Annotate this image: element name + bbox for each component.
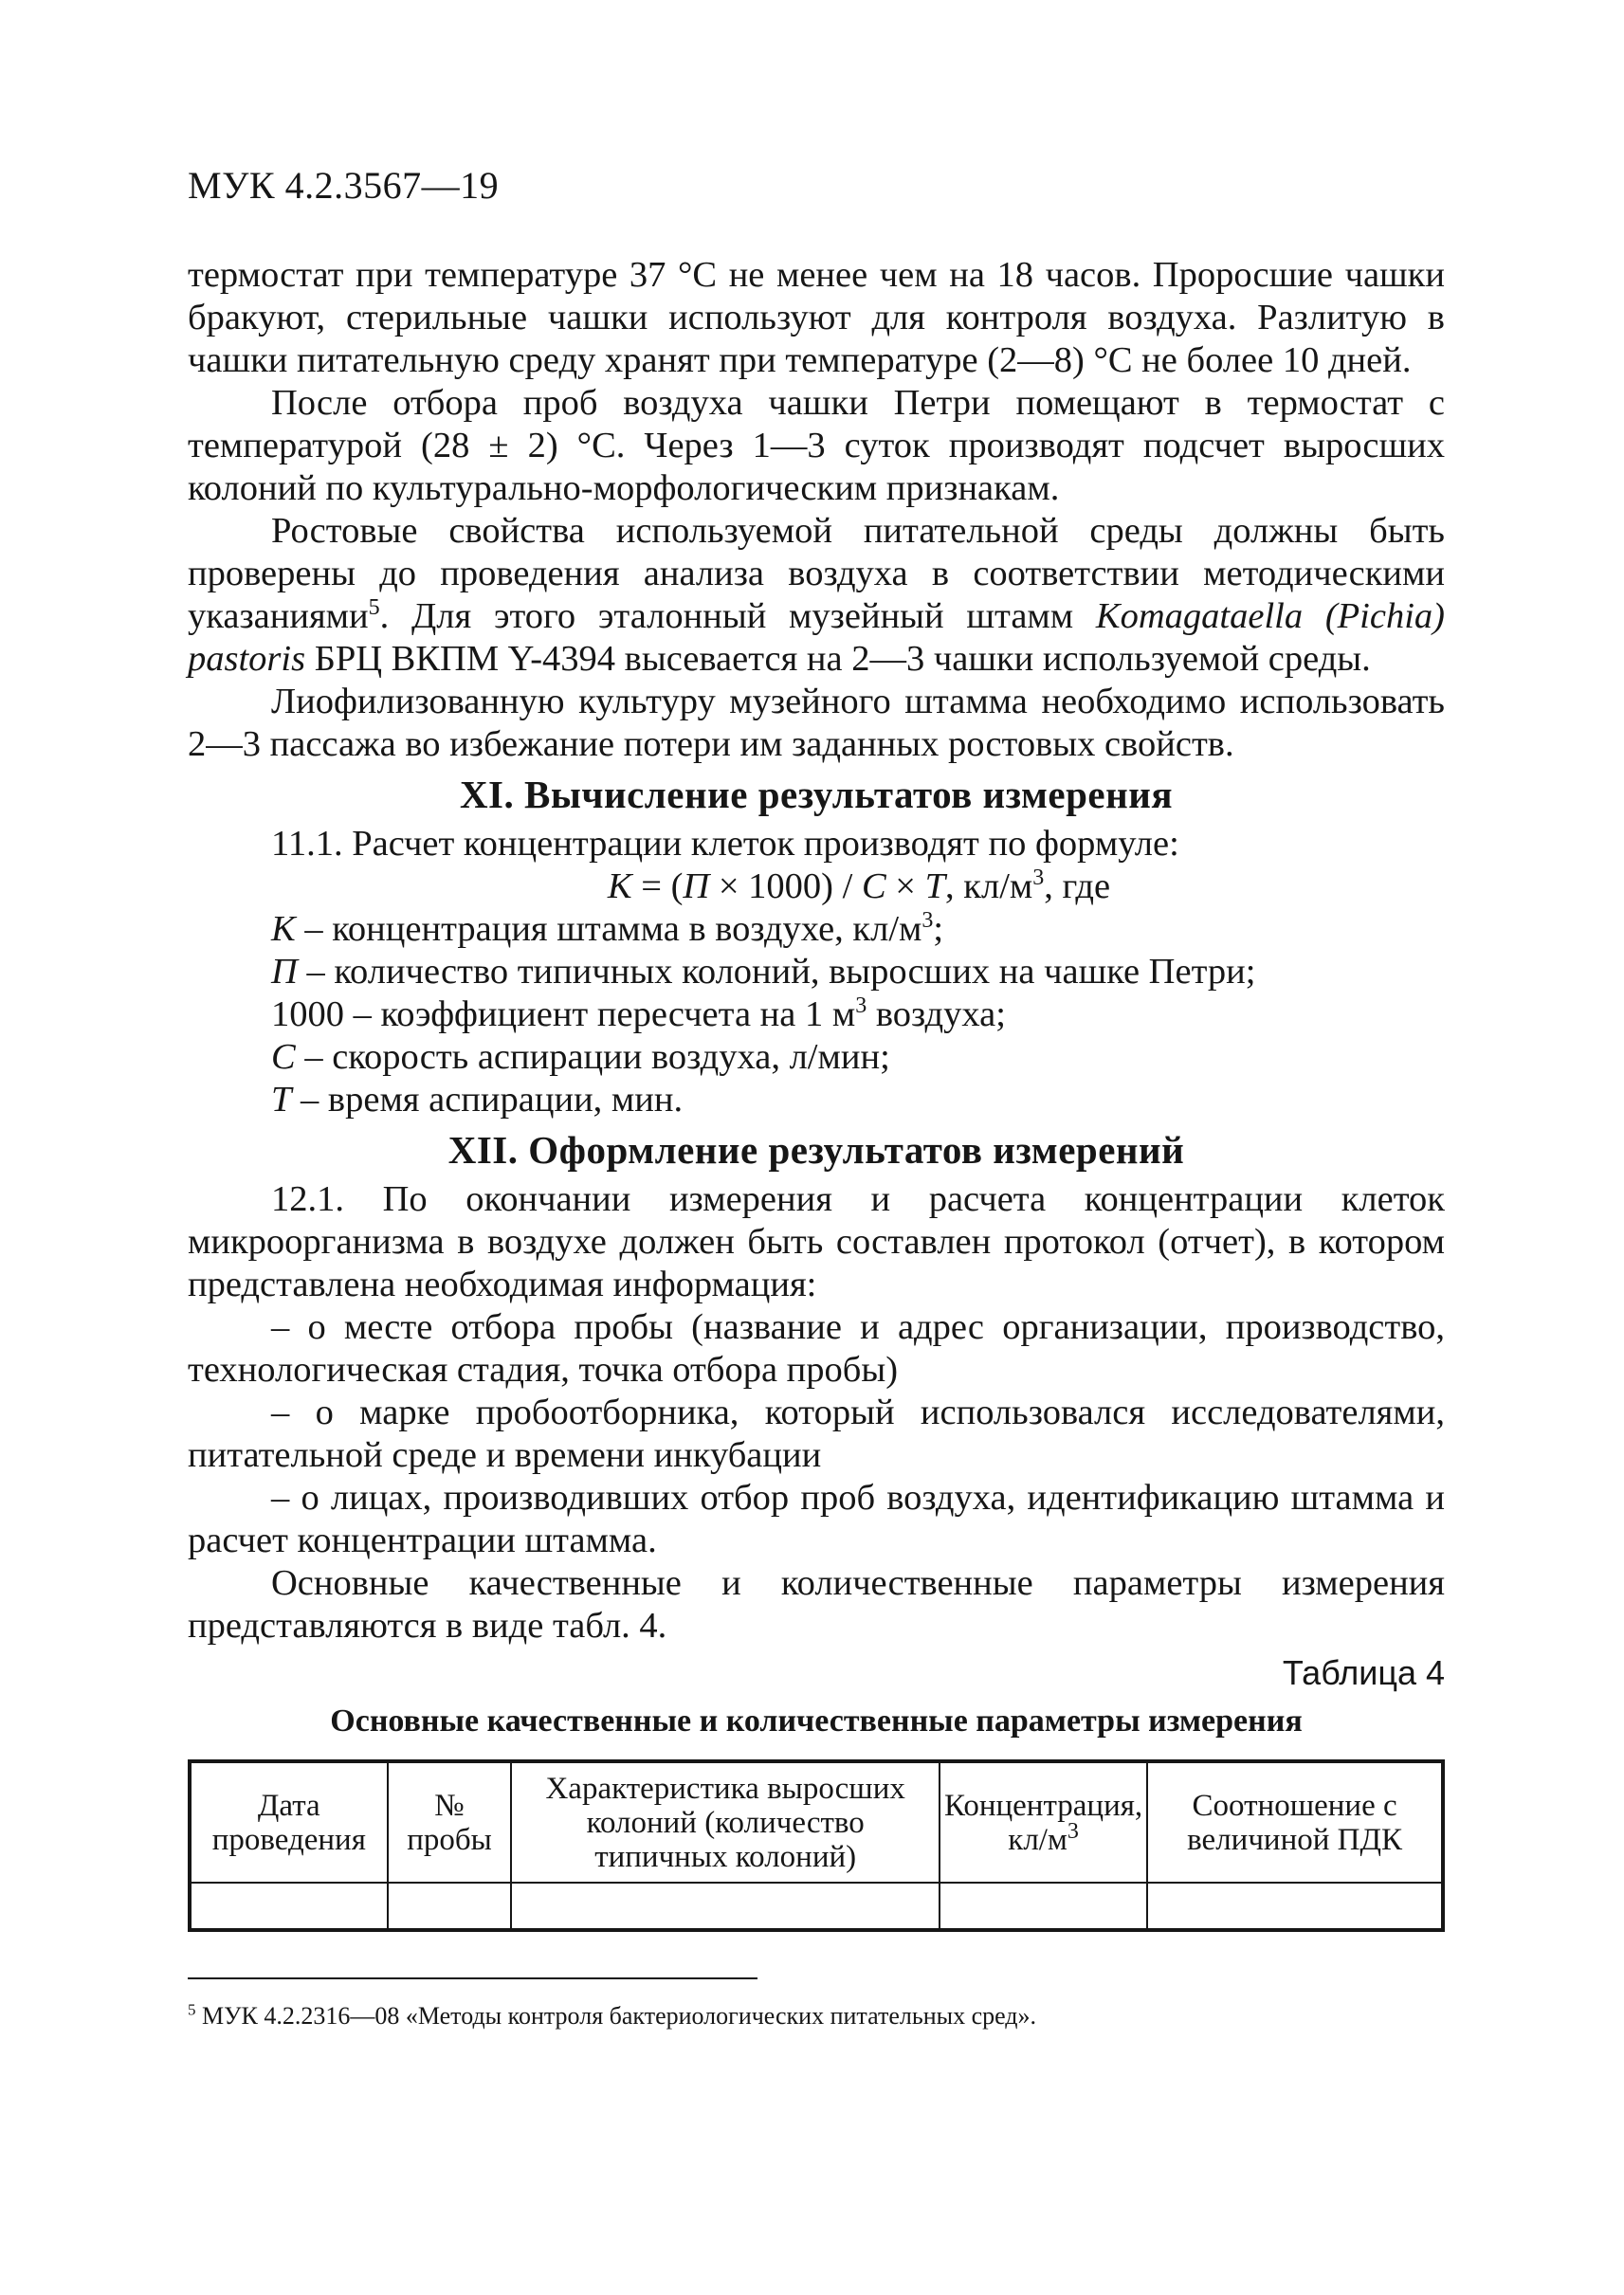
- definition-text: воздуха;: [867, 994, 1006, 1034]
- column-header-exponent: 3: [1067, 1818, 1079, 1844]
- formula-text: × 1000) /: [709, 866, 862, 906]
- footnote: [188, 1994, 1445, 2037]
- column-header-text: Дата проведения: [211, 1788, 366, 1857]
- document-code-header: МУК 4.2.3567—19: [188, 164, 500, 207]
- column-header-sample-number: [388, 1761, 512, 1883]
- table-cell: [388, 1883, 512, 1930]
- paragraph: После отбора проб воздуха чашки Петри помещают в термостат с температурой (28 ± 2) °С. Через 1—3 суток производят подсчет выросших колоний по культурально-морфологическим признакам.: [188, 383, 1445, 508]
- definition-item: [271, 951, 1445, 993]
- column-header-concentration: [940, 1761, 1147, 1883]
- formula-symbol: K: [607, 866, 632, 906]
- table-number: Таблица 4: [1282, 1653, 1445, 1692]
- definition-text: – время аспирации, мин.: [291, 1080, 684, 1120]
- definition-text: ;: [933, 909, 944, 949]
- table-cell: [190, 1883, 388, 1930]
- formula-symbol: П: [683, 866, 710, 906]
- definition-symbol: C: [271, 1037, 296, 1077]
- section-heading-11: XI. Вычисление результатов измерения: [459, 773, 1174, 816]
- definition-item: [271, 993, 1445, 1036]
- definition-text: 1000 – коэффициент пересчета на 1 м: [271, 994, 856, 1034]
- definition-text: – скорость аспирации воздуха, л/мин;: [295, 1037, 890, 1077]
- footnote-divider: [188, 1977, 757, 1979]
- column-header-date: [190, 1761, 388, 1883]
- definition-text: – концентрация штамма в воздухе, кл/м: [295, 909, 922, 949]
- table-cell: [1147, 1883, 1443, 1930]
- definition-symbol: П: [271, 952, 298, 992]
- list-item: – о лицах, производивших отбор проб воздуха, идентификацию штамма и расчет концентрации штамма.: [188, 1478, 1445, 1560]
- definition-exponent: 3: [855, 993, 867, 1019]
- definition-exponent: 3: [921, 908, 934, 934]
- paragraph: термостат при температуре 37 °С не менее чем на 18 часов. Проросшие чашки бракуют, стерильные чашки используют для контроля воздуха. Разлитую в чашки питательную среду хранят при температуре (2—8) °С не более 10 дней.: [188, 255, 1445, 380]
- column-header-mpc-ratio: [1147, 1761, 1443, 1883]
- formula-text: , где: [1044, 866, 1111, 906]
- formula: [188, 865, 1445, 908]
- formula-symbol: T: [924, 866, 946, 906]
- definition-text: – количество типичных колоний, выросших на чашке Петри;: [297, 952, 1256, 992]
- paragraph: Лиофилизованную культуру музейного штамма необходимо использовать 2—3 пассажа во избежание потери им заданных ростовых свойств.: [188, 682, 1445, 764]
- definition-item: [271, 908, 1445, 951]
- definition-symbol: K: [271, 909, 296, 949]
- body-text: [188, 254, 1445, 2037]
- paragraph-text: . Для этого эталонный музейный штамм: [379, 596, 1096, 636]
- definition-item: [271, 1036, 1445, 1079]
- list-item: – о месте отбора пробы (название и адрес организации, производство, технологическая стадия, точка отбора пробы): [188, 1307, 1445, 1390]
- paragraph-text: БРЦ ВКПМ Y-4394 высевается на 2—3 чашки используемой среды.: [305, 639, 1371, 679]
- footnote-reference: 5: [368, 595, 380, 621]
- column-header-text: № пробы: [407, 1788, 492, 1857]
- column-header-colony-characteristics: [511, 1761, 940, 1883]
- formula-exponent: 3: [1032, 865, 1045, 891]
- table-row: [190, 1883, 1443, 1930]
- formula-text: = (: [631, 866, 684, 906]
- list-item: – о марке пробоотборника, который использовался исследователями, питательной среде и времени инкубации: [188, 1393, 1445, 1475]
- table-header-row: [190, 1761, 1443, 1883]
- paragraph-text: Ростовые свойства используемой питательной среды должны быть проверены до проведения анализа воздуха в соответствии методическими указаниями: [188, 511, 1445, 636]
- species-name: Komagataella (Pichia) pastoris: [188, 596, 1445, 679]
- formula-text: ×: [885, 866, 925, 906]
- footnote-mark: 5: [188, 2000, 196, 2019]
- parameters-table: [188, 1759, 1445, 1932]
- column-header-text: Характеристика выросших колоний (количество типичных колоний): [545, 1771, 905, 1874]
- column-header-text: Концентрация, кл/м: [943, 1788, 1143, 1857]
- paragraph: Основные качественные и количественные параметры измерения представляются в виде табл. 4.: [188, 1563, 1445, 1646]
- paragraph: [188, 510, 1445, 681]
- definition-item: [271, 1079, 1445, 1121]
- section-heading-12: XII. Оформление результатов измерений: [447, 1128, 1185, 1172]
- table-cell: [511, 1883, 940, 1930]
- formula-text: , кл/м: [945, 866, 1033, 906]
- table-title: Основные качественные и количественные параметры измерения: [330, 1703, 1303, 1739]
- column-header-text: Соотношение с величиной ПДК: [1187, 1788, 1402, 1857]
- formula-symbol: C: [861, 866, 886, 906]
- paragraph: 11.1. Расчет концентрации клеток производят по формуле:: [271, 824, 1179, 864]
- footnote-text: МУК 4.2.2316—08 «Методы контроля бактериологических питательных сред».: [195, 2002, 1037, 2030]
- definition-symbol: T: [271, 1080, 292, 1120]
- table-cell: [940, 1883, 1147, 1930]
- paragraph: 12.1. По окончании измерения и расчета концентрации клеток микроорганизма в воздухе должен быть составлен протокол (отчет), в котором представлена необходимая информация:: [188, 1179, 1445, 1304]
- definition-list: [188, 908, 1445, 1121]
